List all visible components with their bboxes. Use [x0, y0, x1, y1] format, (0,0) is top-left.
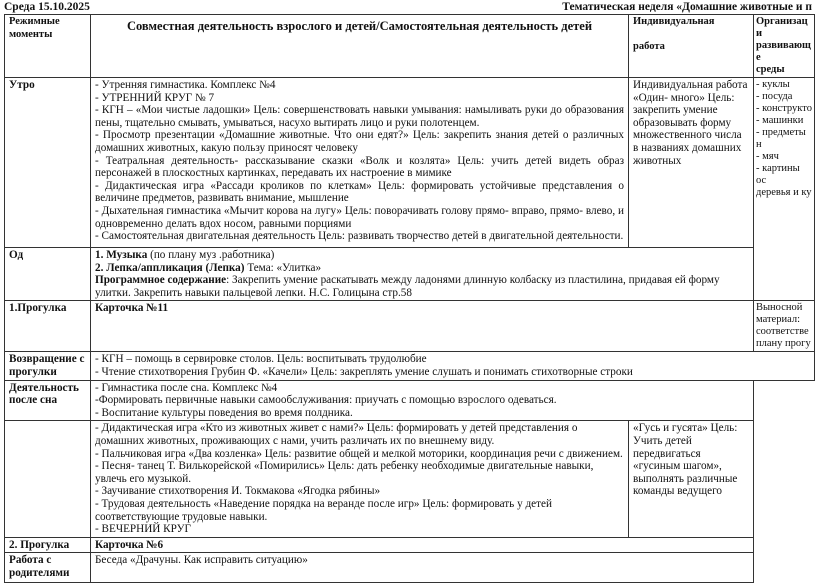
- row-label: 1.Прогулка: [5, 301, 91, 352]
- row-label: [5, 421, 91, 537]
- list-item: Выносной: [756, 302, 803, 314]
- walk-environment: [754, 301, 815, 352]
- od-activities: [91, 248, 754, 301]
- parents-work: Беседа «Драчуны. Как исправить ситуацию»: [91, 553, 754, 583]
- row-label: Од: [5, 248, 91, 301]
- item-text: Тема: «Улитка»: [244, 261, 322, 274]
- col-header-individual: [629, 15, 754, 78]
- row-label: Работа с родителями: [5, 553, 91, 583]
- list-item: - Дидактическая игра «Рассади кроликов по клеткам» Цель: формировать устойчивые представления о величине предметов, развивать внимание, мышление: [95, 179, 624, 205]
- list-item: - Пальчиковая игра «Два козленка» Цель: развитие общей и мелкой моторики, координация речи с движением.: [95, 447, 623, 460]
- header-line: среды: [756, 64, 785, 75]
- walk-card: Карточка №11: [91, 301, 754, 352]
- list-item: - КГН – помощь в сервировке столов. Цель: воспитывать трудолюбие: [95, 353, 427, 366]
- list-item: плану прогу: [756, 338, 811, 350]
- list-item: - куклы: [756, 79, 790, 90]
- header-row: [5, 15, 815, 78]
- return-activities: [91, 352, 815, 380]
- col-header-joint: Совместная деятельность взрослого и детей/Самостоятельная деятельность детей: [91, 15, 629, 78]
- list-item: [95, 274, 749, 299]
- list-item: - Гимнастика после сна. Комплекс №4: [95, 381, 278, 394]
- evening-activities: [91, 421, 629, 537]
- list-item: материал:: [756, 314, 800, 326]
- row-label: Деятельность после сна: [5, 380, 91, 421]
- col-header-environment: [754, 15, 815, 78]
- row-od: [5, 248, 815, 301]
- header-line: Индивидуальная: [633, 16, 715, 27]
- row-label: 2. Прогулка: [5, 537, 91, 553]
- list-item: - картины ос: [756, 163, 800, 186]
- row-walk-2: [5, 537, 815, 553]
- row-label: Возвращение с прогулки: [5, 352, 91, 380]
- document-header: [4, 1, 812, 14]
- morning-activities: [91, 78, 629, 248]
- list-item: - УТРЕННИЙ КРУГ № 7: [95, 91, 215, 104]
- list-item: - посуда: [756, 91, 793, 102]
- list-item: - Песня- танец Т. Вилькорейской «Помирились» Цель: дать ребенку необходимые двигательные навыки, увлечь его музыкой.: [95, 460, 594, 485]
- item-title: Программное содержание: [95, 274, 227, 287]
- list-item: - предметы н: [756, 127, 806, 150]
- date-title: Среда 15.10.2025: [4, 1, 90, 13]
- item-title: 2. Лепка/аппликация (Лепка): [95, 261, 245, 274]
- list-item: -Формировать первичные навыки самообслуживания: приучать с помощью взрослого одеваться.: [95, 394, 557, 407]
- walk-card: Карточка №6: [91, 537, 754, 553]
- list-item: - Заучивание стихотворения И. Токмакова «Ягодка рябины»: [95, 485, 381, 498]
- row-after-sleep: [5, 380, 815, 421]
- list-item: - ВЕЧЕРНИЙ КРУГ: [95, 523, 191, 536]
- header-line: развивающе: [756, 40, 811, 63]
- list-item: соответстве: [756, 326, 809, 338]
- list-item: - Просмотр презентации «Домашние животные. Что они едят?» Цель: закрепить знания детей о различных домашних животных, какую пользу приносят человеку: [95, 129, 624, 154]
- list-item: [95, 262, 749, 275]
- list-item: деревья и ку: [756, 187, 812, 198]
- row-label: Утро: [5, 78, 91, 248]
- list-item: - Трудовая деятельность «Наведение порядка на веранде после игр» Цель: формировать у детей соответствующие трудовые навыки.: [95, 497, 552, 523]
- col-header-regime: Режимные моменты: [5, 15, 91, 78]
- header-line: Организаци: [756, 16, 808, 39]
- header-line: работа: [633, 40, 665, 52]
- list-item: - Утренняя гимнастика. Комплекс №4: [95, 79, 276, 91]
- list-item: - Самостоятельная двигательная деятельность Цель: развивать творчество детей в двигательной деятельности.: [95, 230, 624, 243]
- row-return: [5, 352, 815, 380]
- list-item: - Воспитание культуры поведения во время полдника.: [95, 406, 353, 419]
- list-item: - Театральная деятельность- рассказывание сказки «Волк и козлята» Цель: учить детей видеть образ персонажей в плоскостных картинках, передавать их настроение в мимике: [95, 154, 624, 180]
- list-item: - КГН – «Мои чистые ладошки» Цель: совершенствовать навыки умывания: намыливать руки до образования пены, тщательно смывать, умываться, насухо вытирать лицо и руки полотенцем.: [95, 104, 624, 129]
- list-item: - Чтение стихотворения Грубин Ф. «Качели» Цель: закреплять умение слушать и понимать стихотворные строки: [95, 365, 633, 378]
- daily-plan-table: [4, 14, 815, 583]
- empty-cell: [754, 380, 815, 583]
- row-evening: [5, 421, 815, 537]
- morning-individual-work: Индивидуальная работа «Один- много» Цель: закрепить умение образовывать форму множественного числа в названиях домашних животных: [629, 78, 754, 248]
- list-item: - машинки: [756, 115, 804, 126]
- list-item: - конструкто: [756, 103, 812, 114]
- morning-environment: [754, 78, 815, 301]
- row-walk-1: [5, 301, 815, 352]
- evening-individual-work: «Гусь и гусята» Цель: Учить детей передвигаться «гусиным шагом», выполнять различные команды ведущего: [629, 421, 754, 537]
- week-theme: Тематическая неделя «Домашние животные и п: [562, 1, 812, 13]
- item-title: 1. Музыка: [95, 249, 148, 261]
- row-parents: [5, 553, 815, 583]
- after-sleep-activities: [91, 380, 754, 421]
- list-item: - Дыхательная гимнастика «Мычит корова на лугу» Цель: поворачивать голову прямо- вправо, прямо- влево, и одновременно делать вдох носом, равными порциями: [95, 204, 624, 230]
- item-text: : Закрепить умение раскатывать между ладонями длинную колбаску из пластилина, придавая ей форму улитки. Закрепить навыки пальцевой лепки. Н.С. Голицына стр.58: [95, 274, 720, 299]
- list-item: - Дидактическая игра «Кто из животных живет с нами?» Цель: формировать у детей представления о домашних животных, проживающих с нами, учить различать их по внешнему виду.: [95, 422, 578, 447]
- list-item: - мяч: [756, 151, 779, 162]
- list-item: [95, 249, 749, 262]
- item-text: (по плану муз .работника): [147, 249, 275, 261]
- row-morning: [5, 78, 815, 248]
